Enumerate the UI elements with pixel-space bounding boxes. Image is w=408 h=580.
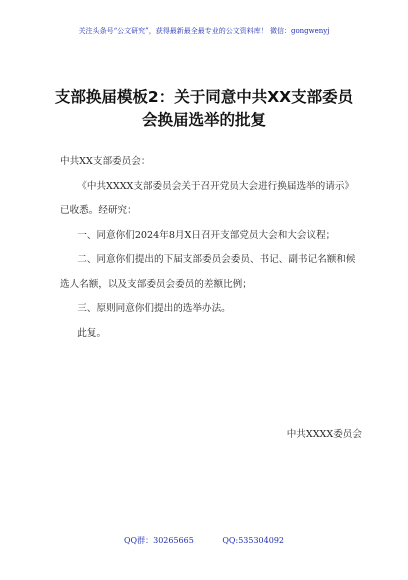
document-title: 支部换届模板2：关于同意中共XX支部委员会换届选举的批复 bbox=[54, 88, 354, 129]
paragraph-item-1: 一、同意你们2024年8月X日召开支部党员大会和大会议程； bbox=[77, 229, 336, 241]
paragraph-item-2: 二、同意你们提出的下届支部委员会委员、书记、副书记名额和候选人名额，以及支部委员会委员的差额比例； bbox=[60, 254, 356, 290]
footer-contact bbox=[0, 535, 408, 546]
promo-banner: 关注头条号“公文研究”，获得最新最全最专业的公文资料库！ 微信：gongwenyj bbox=[78, 27, 330, 35]
document-body bbox=[60, 150, 360, 346]
paragraph-item-3: 三、原则同意你们提出的选举办法。 bbox=[77, 303, 231, 314]
signature: 中共XXXX委员会 bbox=[286, 429, 362, 440]
salutation: 中共XX支部委员会： bbox=[60, 156, 151, 167]
qq-group-text: QQ群：30265665 bbox=[123, 536, 194, 545]
paragraph-receipt: 《中共XXXX支部委员会关于召开党员大会进行换届选举的请示》已收悉。经研究： bbox=[60, 180, 355, 216]
qq-number-text: QQ:535304092 bbox=[222, 536, 284, 545]
closing-phrase: 此复。 bbox=[77, 327, 107, 339]
